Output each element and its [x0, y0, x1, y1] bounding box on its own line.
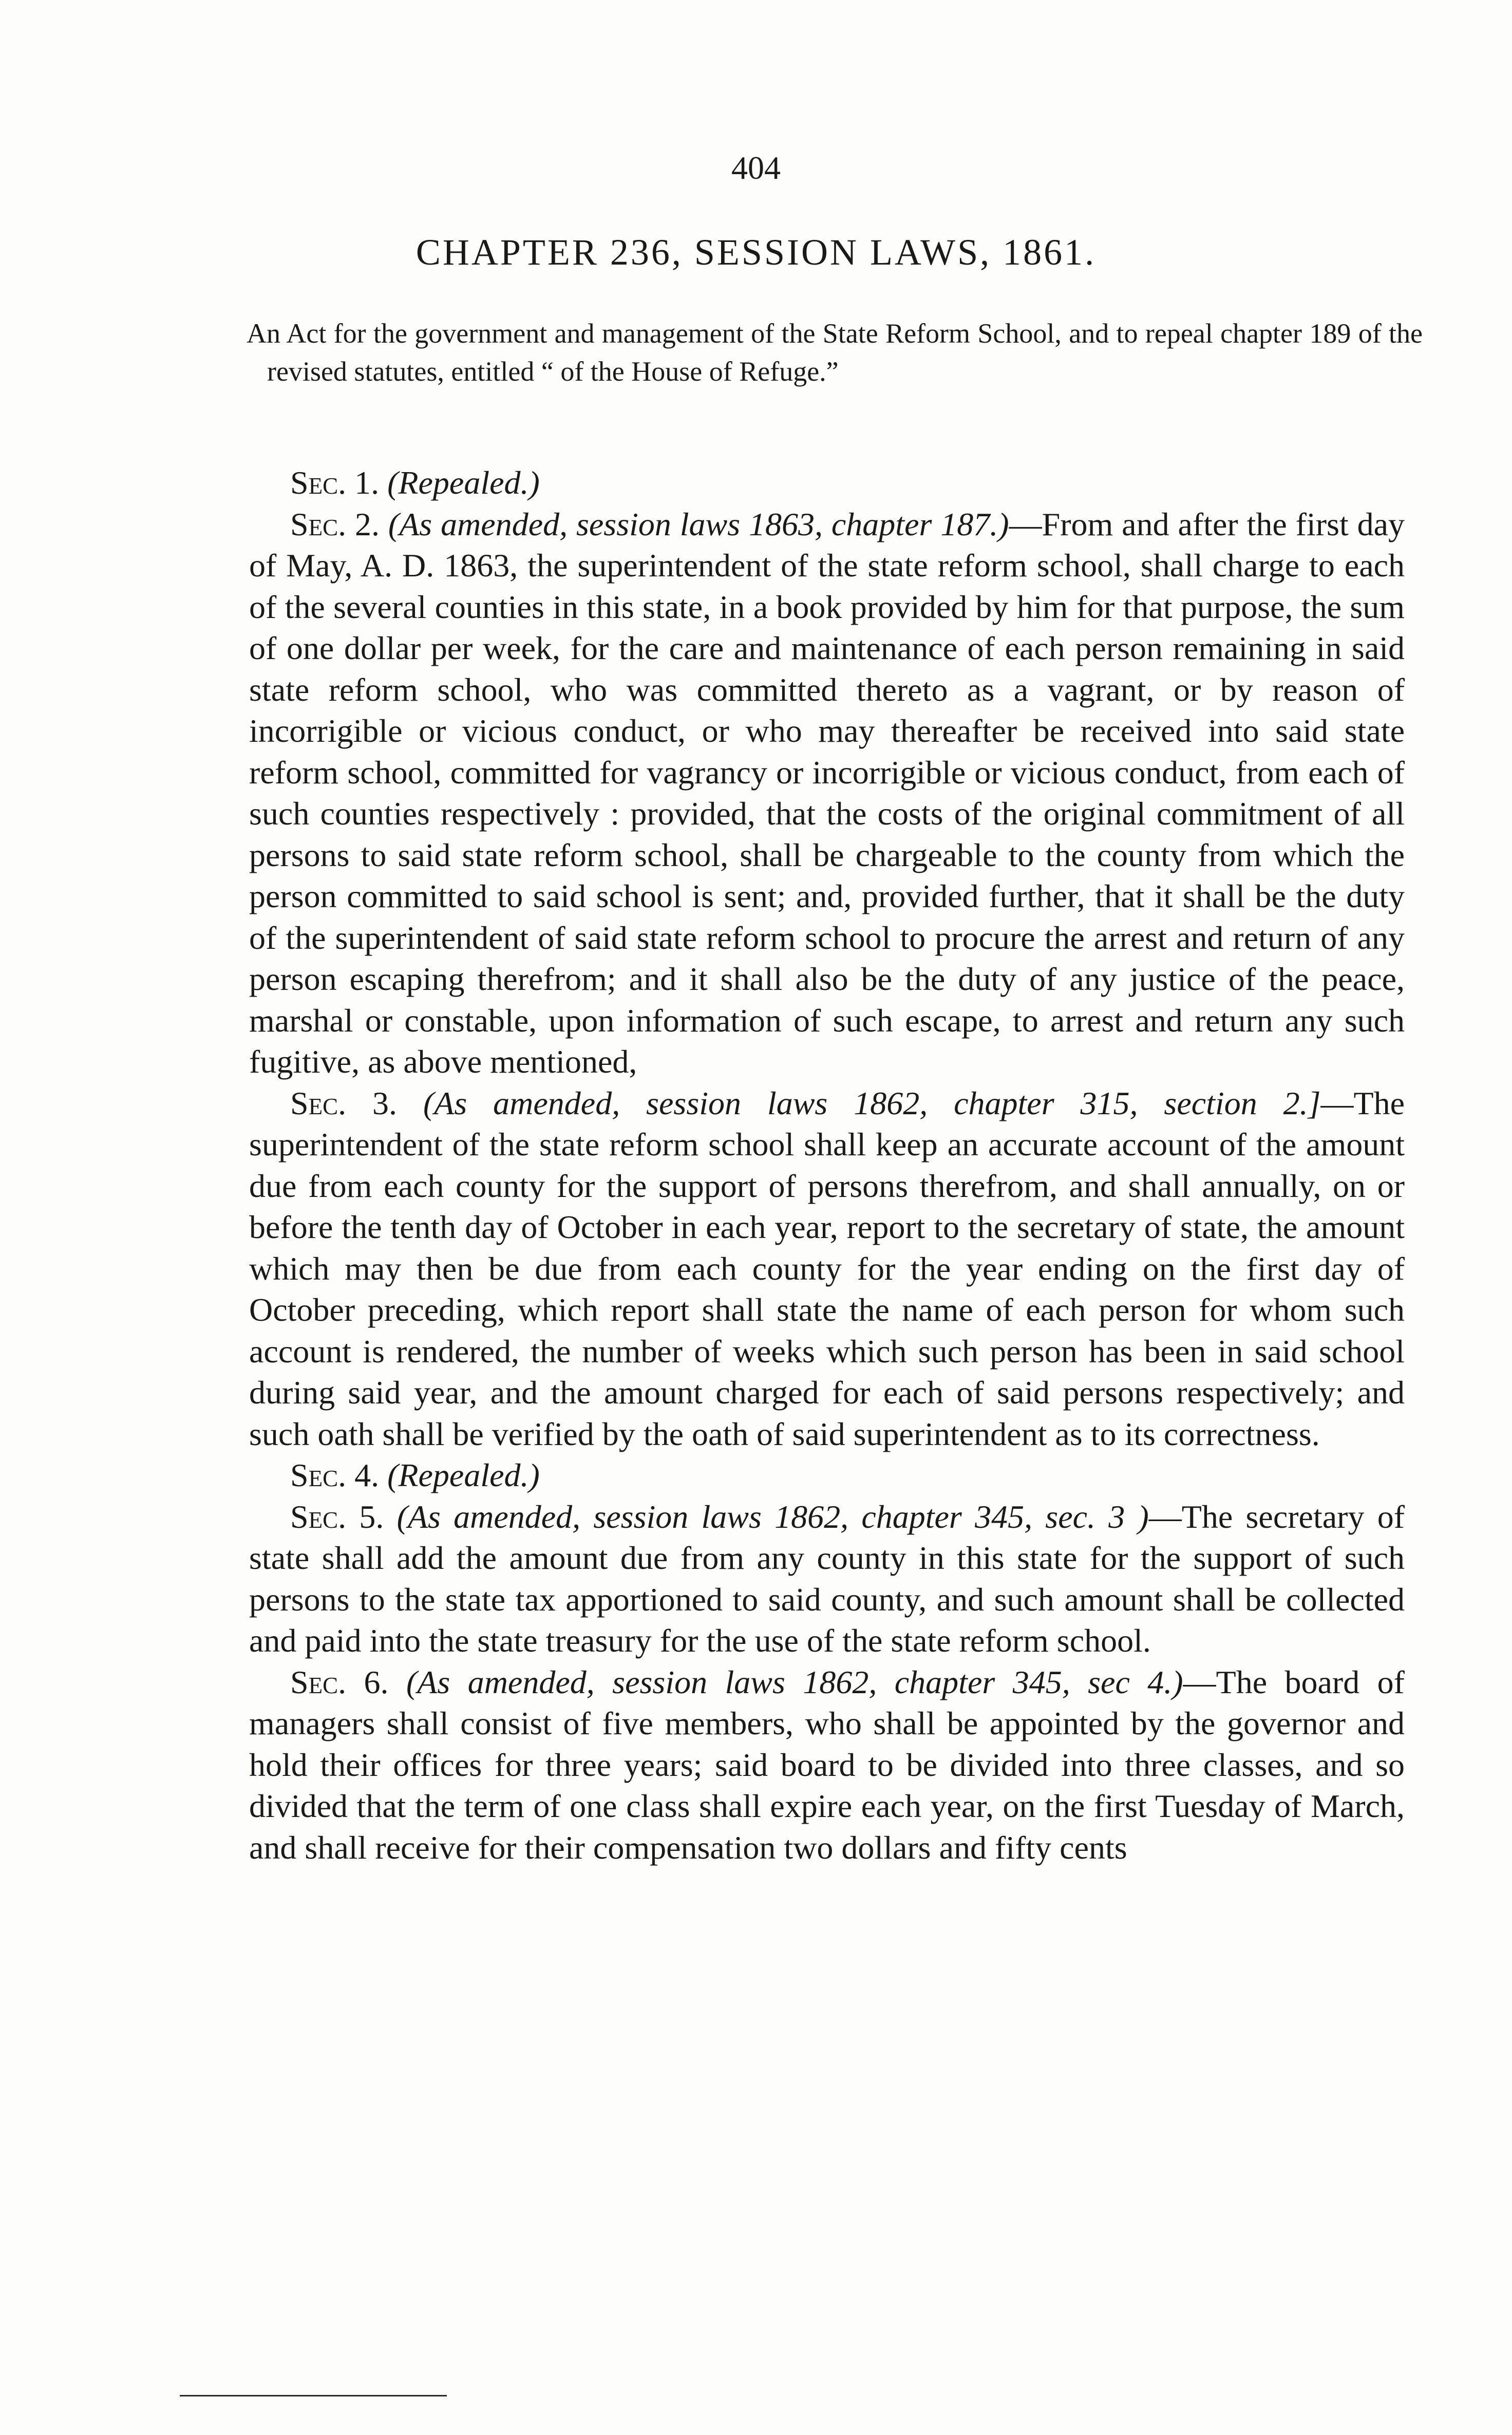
- section-label: Sec. 4.: [290, 1457, 380, 1493]
- section-note: (As amended, session laws 1862, chapter 345, sec 4.): [406, 1663, 1183, 1700]
- footer-rule: [180, 2395, 447, 2396]
- act-preamble: An Act for the government and management of the State Reform School, and to repeal chapter 189 of the revised statutes, entitled “ of the House of Refuge.”: [247, 318, 1423, 387]
- section-4: [249, 1455, 1405, 1496]
- section-1: [249, 462, 1405, 504]
- section-6: [249, 1662, 1405, 1869]
- section-note: (As amended, session laws 1862, chapter 345, sec. 3 ): [396, 1498, 1149, 1535]
- section-text: —The board of managers shall consist of five members, who shall be appointed by the governor and hold their offices for three years; said board to be divided into three classes, and so divided that the term of one class shall expire each year, on the first Tuesday of March, and shall receive for their compensation two dollars and fifty cents: [249, 1663, 1405, 1866]
- section-label: Sec. 3.: [290, 1084, 398, 1121]
- section-5: [249, 1496, 1405, 1662]
- section-note: (As amended, session laws 1863, chapter 187.): [388, 505, 1009, 542]
- chapter-title: CHAPTER 236, SESSION LAWS, 1861.: [415, 232, 1097, 273]
- section-3: [249, 1083, 1405, 1455]
- section-2: [249, 504, 1405, 1083]
- section-text: —The secretary of state shall add the amount due from any county in this state for the support of such persons to the state tax apportioned to said county, and such amount shall be collected and paid into the state treasury for the use of the state reform school.: [249, 1498, 1405, 1659]
- section-label: Sec. 5.: [290, 1498, 384, 1535]
- section-label: Sec. 1.: [290, 464, 380, 501]
- section-note: (Repealed.): [387, 1457, 540, 1493]
- sections-body: [249, 462, 1405, 1868]
- section-note: (Repealed.): [387, 464, 540, 501]
- section-note: (As amended, session laws 1862, chapter 315, section 2.]: [423, 1084, 1321, 1121]
- section-text: —The superintendent of the state reform school shall keep an accurate account of the amount due from each county for the support of persons therefrom, and shall annually, on or before the tenth day of October in each year, report to the secretary of state, the amount which may then be due from each county for the year ending on the first day of October preceding, which report shall state the name of each person for whom such account is rendered, the number of weeks which such person has been in said school during said year, and the amount charged for each of said persons respectively; and such oath shall be verified by the oath of said superintendent as to its correctness.: [249, 1084, 1405, 1452]
- page-number: 404: [731, 149, 781, 186]
- section-label: Sec. 2.: [290, 505, 380, 542]
- section-text: —From and after the first day of May, A. D. 1863, the superintendent of the state reform school, shall charge to each of the several counties in this state, in a book provided by him for that purpose, the sum of one dollar per week, for the care and maintenance of each person remaining in said state reform school, who was committed thereto as a vagrant, or by reason of incorrigible or vicious conduct, or who may thereafter be received into said state reform school, committed for vagrancy or incorrigible or vicious conduct, from each of such counties respectively : provided, that the costs of the original commitment of all persons to said state reform school, shall be chargeable to the county from which the person committed to said school is sent; and, provided further, that it shall be the duty of the superintendent of said state reform school to procure the arrest and return of any person escaping therefrom; and it shall also be the duty of any justice of the peace, marshal or constable, upon information of such escape, to arrest and return any such fugitive, as above mentioned,: [249, 505, 1405, 1080]
- section-label: Sec. 6.: [290, 1663, 389, 1700]
